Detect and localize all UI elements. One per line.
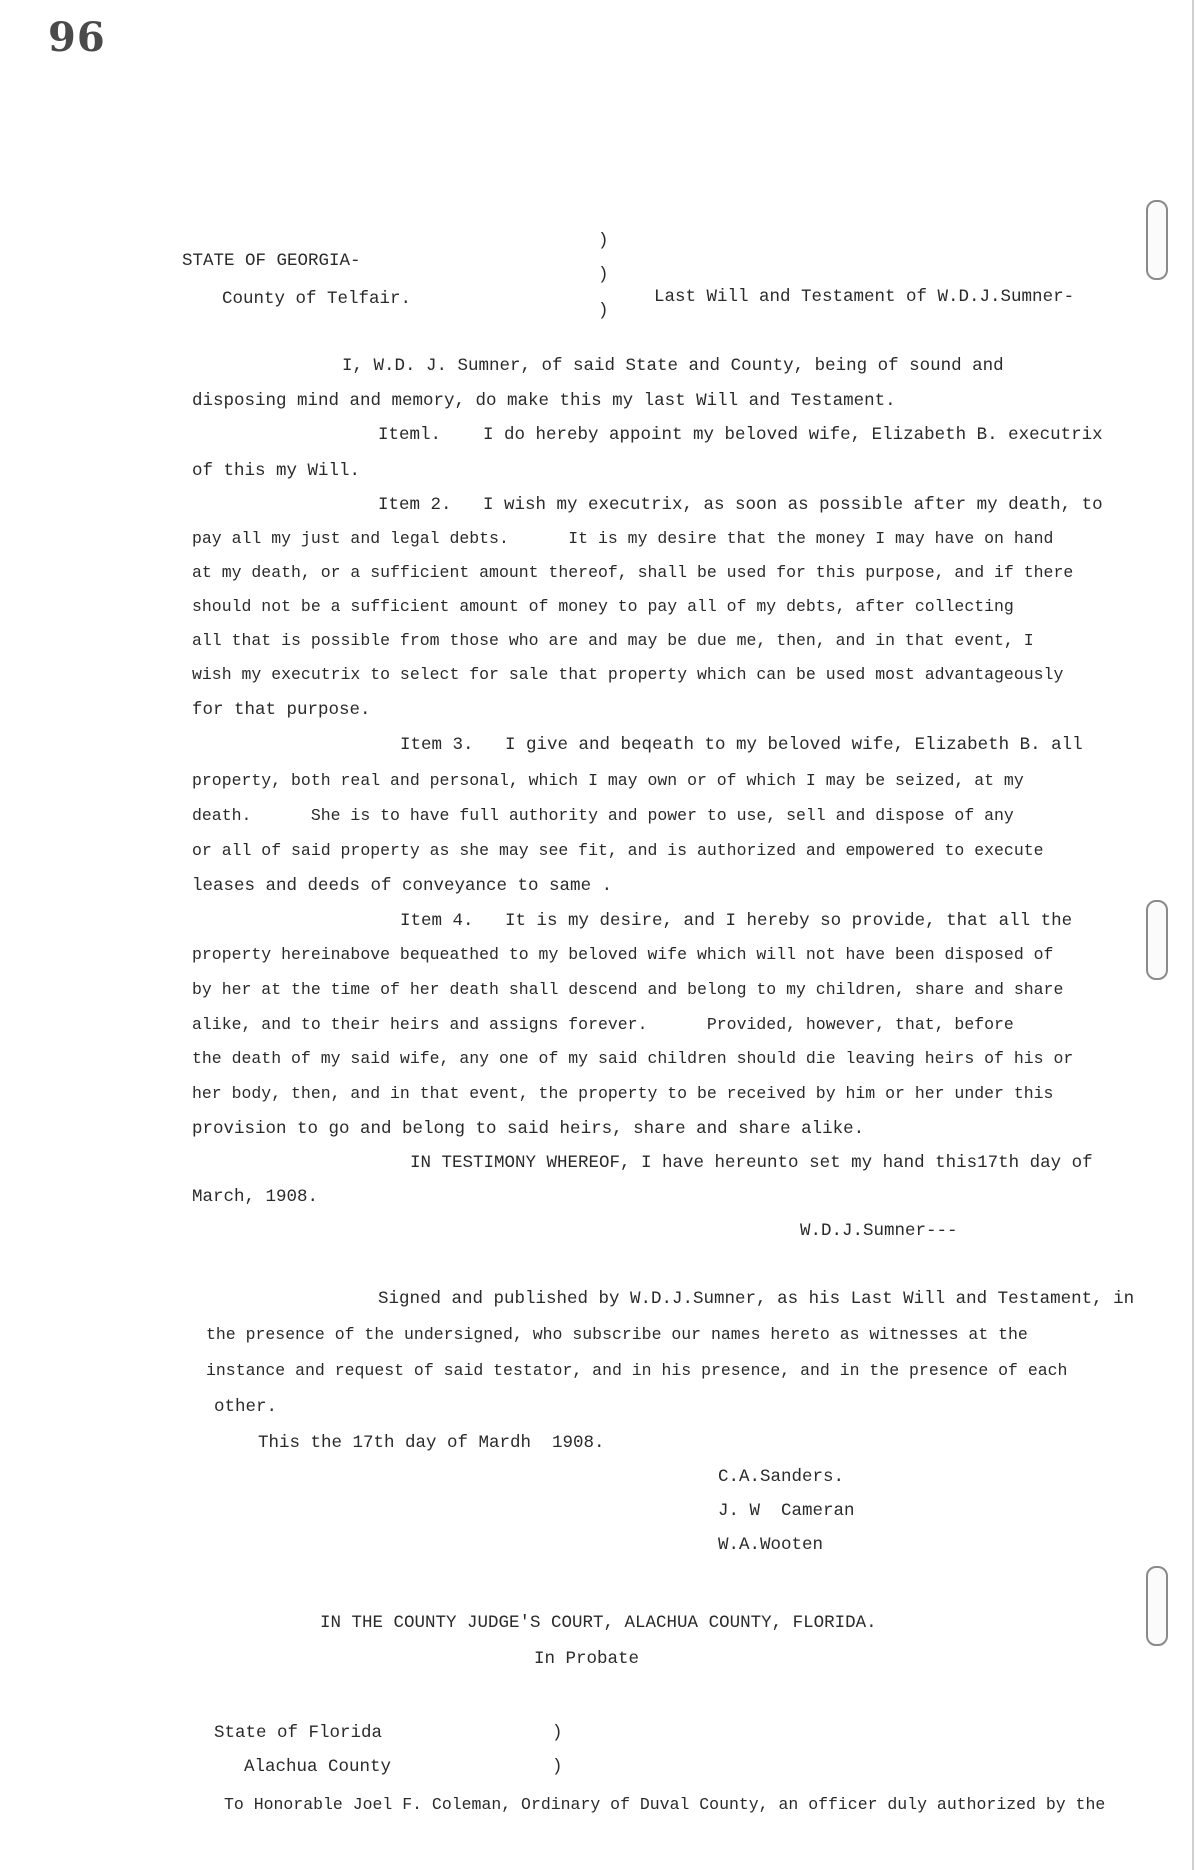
will-line: for that purpose. [192, 700, 371, 720]
court-heading: IN THE COUNTY JUDGE'S COURT, ALACHUA COUNTY, FLORIDA. [320, 1613, 877, 1633]
court-subheading: In Probate [534, 1649, 640, 1669]
will-title: Last Will and Testament of W.D.J.Sumner- [654, 287, 1075, 307]
will-line: property hereinabove bequeathed to my beloved wife which will not have been disposed of [192, 945, 1054, 964]
caption-paren: ) [598, 301, 609, 321]
caption-paren: ) [598, 265, 609, 285]
will-line: or all of said property as she may see fit, and is authorized and empowered to execute [192, 841, 1044, 860]
will-line: pay all my just and legal debts. It is my desire that the money I may have on hand [192, 529, 1054, 548]
caption-county: County of Telfair. [222, 289, 412, 309]
will-line: Item 3. I give and beqeath to my beloved wife, Elizabeth B. all [400, 735, 1083, 755]
witness-signature: J. W Cameran [718, 1501, 855, 1521]
will-line: all that is possible from those who are and may be due me, then, and in that event, I [192, 631, 1034, 650]
testator-signature: W.D.J.Sumner--- [800, 1221, 958, 1241]
court-paren: ) [552, 1723, 563, 1743]
court-paren: ) [552, 1757, 563, 1777]
court-address-line: To Honorable Joel F. Coleman, Ordinary of Duval County, an officer duly authorized by the [224, 1795, 1106, 1814]
will-line: disposing mind and memory, do make this my last Will and Testament. [192, 391, 896, 411]
page-edge [1192, 0, 1194, 1870]
testimony-clause: IN TESTIMONY WHEREOF, I have hereunto set my hand this17th day of [410, 1153, 1093, 1173]
will-line: provision to go and belong to said heirs, share and share alike. [192, 1119, 865, 1139]
will-line: property, both real and personal, which I may own or of which I may be seized, at my [192, 771, 1024, 790]
binder-hole-icon [1146, 900, 1168, 980]
court-state: State of Florida [214, 1723, 383, 1743]
will-line: her body, then, and in that event, the property to be received by him or her under this [192, 1084, 1054, 1103]
attestation-line: Signed and published by W.D.J.Sumner, as his Last Will and Testament, in [378, 1289, 1135, 1309]
attestation-date: This the 17th day of Mardh 1908. [258, 1433, 605, 1453]
attestation-line: the presence of the undersigned, who subscribe our names hereto as witnesses at the [206, 1325, 1028, 1344]
will-line: alike, and to their heirs and assigns forever. Provided, however, that, before [192, 1015, 1014, 1034]
will-line: the death of my said wife, any one of my said children should die leaving heirs of his or [192, 1049, 1074, 1068]
caption-paren: ) [598, 231, 609, 251]
attestation-line: instance and request of said testator, and in his presence, and in the presence of each [206, 1361, 1068, 1380]
page-number: 96 [48, 14, 106, 61]
will-line: of this my Will. [192, 461, 361, 481]
will-line: Item 4. It is my desire, and I hereby so provide, that all the [400, 911, 1073, 931]
will-line: wish my executrix to select for sale that property which can be used most advantageously [192, 665, 1064, 684]
will-line: by her at the time of her death shall descend and belong to my children, share and share [192, 980, 1064, 999]
attestation-line: other. [214, 1397, 278, 1417]
binder-hole-icon [1146, 1566, 1168, 1646]
binder-hole-icon [1146, 200, 1168, 280]
will-line: at my death, or a sufficient amount thereof, shall be used for this purpose, and if there [192, 563, 1074, 582]
court-county: Alachua County [244, 1757, 392, 1777]
will-line: Item 2. I wish my executrix, as soon as possible after my death, to [378, 495, 1103, 515]
witness-signature: C.A.Sanders. [718, 1467, 845, 1487]
will-line: I, W.D. J. Sumner, of said State and County, being of sound and [342, 356, 1004, 376]
will-line: leases and deeds of conveyance to same . [192, 876, 613, 896]
witness-signature: W.A.Wooten [718, 1535, 824, 1555]
caption-state: STATE OF GEORGIA- [182, 251, 361, 271]
will-line: Iteml. I do hereby appoint my beloved wife, Elizabeth B. executrix [378, 425, 1103, 445]
will-line: death. She is to have full authority and power to use, sell and dispose of any [192, 806, 1014, 825]
will-date: March, 1908. [192, 1187, 319, 1207]
will-line: should not be a sufficient amount of money to pay all of my debts, after collecting [192, 597, 1014, 616]
